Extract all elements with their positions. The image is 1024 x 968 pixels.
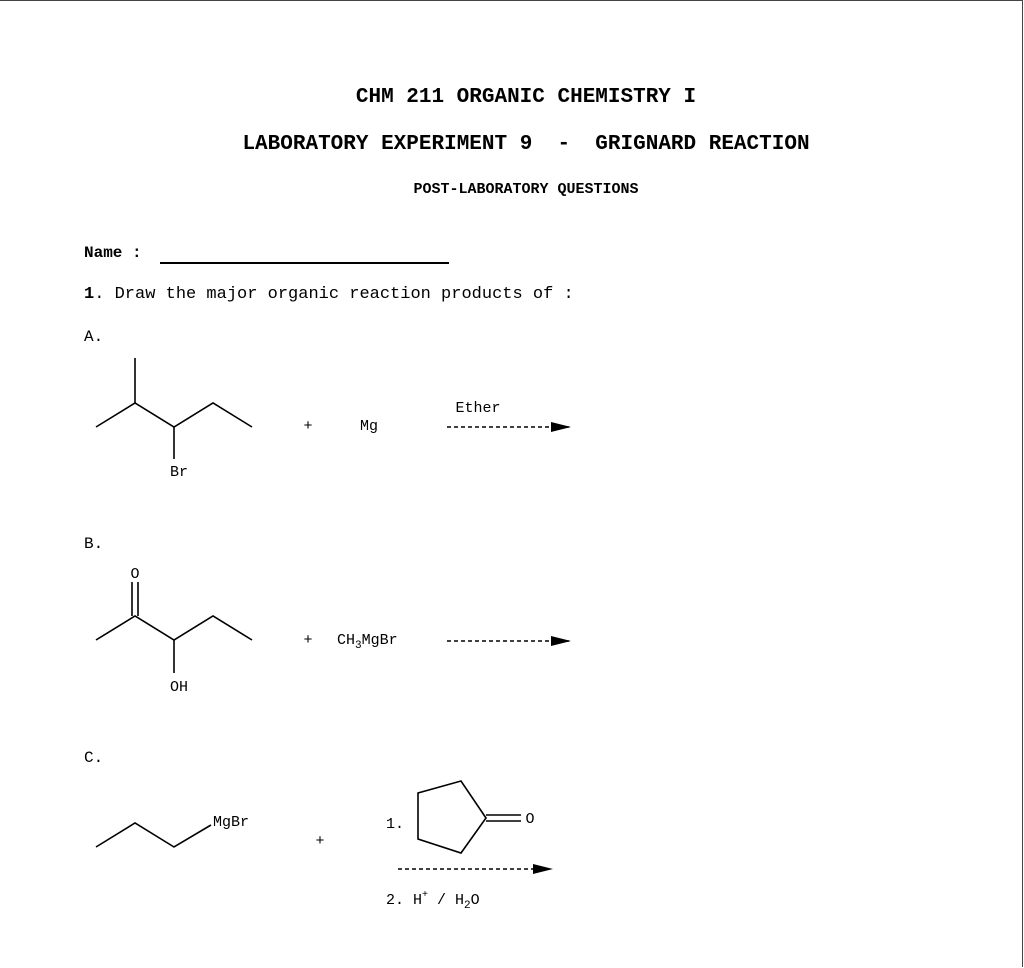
plus-sign-b: +	[303, 632, 313, 649]
cyclopentanone-ring	[418, 781, 521, 853]
reagent-mg: Mg	[359, 418, 379, 435]
plus-sign-c: +	[315, 833, 325, 850]
reagent-suffix: MgBr	[361, 632, 398, 649]
reagent-subscript: 3	[355, 640, 362, 652]
part-b-label: B.	[84, 535, 104, 553]
step-2-prefix: 2. H	[386, 892, 423, 909]
condition-ether: Ether	[455, 400, 501, 417]
ketone-oxygen: O	[525, 811, 535, 828]
reaction-b	[96, 566, 569, 696]
hydroxyl-group: OH	[169, 679, 189, 696]
grignard-skeleton	[96, 823, 211, 847]
section-title: POST-LABORATORY QUESTIONS	[413, 181, 639, 198]
part-a-label: A.	[84, 328, 104, 346]
question-number: 1	[84, 285, 95, 304]
reagent-prefix: CH	[337, 632, 356, 649]
reactant-b-skeleton	[96, 582, 252, 673]
step-2-superscript: +	[422, 890, 429, 901]
step-2-subscript: 2	[464, 900, 471, 912]
name-label: Name :	[84, 244, 142, 262]
step-1-label: 1.	[386, 816, 405, 833]
question-text: . Draw the major organic reaction products of :	[94, 285, 574, 304]
step-2-label	[386, 890, 480, 912]
bromo-substituent: Br	[169, 464, 189, 481]
course-title: CHM 211 ORGANIC CHEMISTRY I	[355, 86, 697, 109]
step-2-middle: / H	[428, 892, 465, 909]
reaction-a	[96, 358, 569, 481]
reagent-methylmagnesium-bromide	[337, 632, 398, 652]
reactant-a-skeleton	[96, 358, 252, 459]
grignard-group: MgBr	[213, 814, 250, 831]
plus-sign-a: +	[303, 418, 313, 435]
step-2-suffix: O	[470, 892, 480, 909]
reaction-c	[96, 781, 551, 912]
part-c-label: C.	[84, 749, 104, 767]
carbonyl-oxygen: O	[130, 566, 140, 583]
experiment-title: LABORATORY EXPERIMENT 9 - GRIGNARD REACTION	[242, 133, 810, 156]
